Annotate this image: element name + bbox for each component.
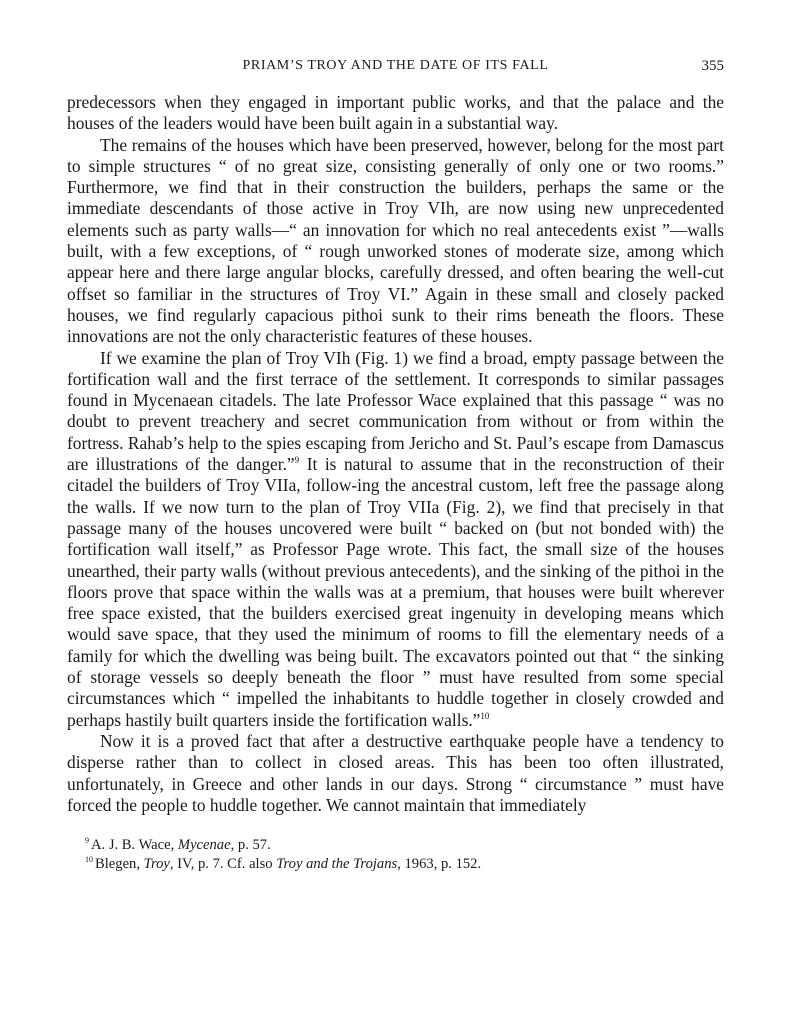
- footnote-work-title: Troy: [143, 856, 170, 873]
- footnote-page-ref: , IV, p. 7. Cf. also: [169, 856, 277, 873]
- paragraph-continuation: predecessors when they engaged in important public works, and that the palace and the houses of the leaders would have been built again in a substantial way.: [67, 92, 724, 134]
- footnote-9: [67, 836, 724, 855]
- journal-page: [67, 58, 724, 874]
- footnote-author: Blegen,: [95, 856, 144, 873]
- paragraph-troy-plan: [67, 348, 724, 731]
- running-title: PRIAM’S TROY AND THE DATE OF ITS FALL: [242, 58, 549, 73]
- footnote-ref-10[interactable]: 10: [480, 710, 490, 721]
- paragraph-troy-plan-part-a: If we examine the plan of Troy VIh (Fig. 1) we find a broad, empty passage between the fortification wall and the first terrace of the settlement. It corresponds to similar passages found in Mycenaean citadels. The late Professor Wace explained that this passage “ was no doubt to prevent treachery and secret communication from without or from within the fortress. Rahab’s help to the spies escaping from Jericho and St. Paul’s escape from Damascus are illustrations of the danger.”: [67, 347, 724, 475]
- footnote-page-ref: , p. 57.: [230, 837, 271, 854]
- paragraph-troy-plan-part-b: It is natural to assume that in the reconstruction of their citadel the builders of Troy VIIa, follow-ing the ancestral custom, left free the passage along the walls. If we now turn to the plan of Troy VIIa (Fig. 2), we find that precisely in that passage many of the houses uncovered were built “ backed on (but not bonded with) the fortification wall itself,” as Professor Page wrote. This fact, the small size of the houses unearthed, their party walls (without previous antecedents), and the sinking of the pithoi in the floors prove that space within the walls was at a premium, that houses were built wherever free space existed, that the builders exercised great ingenuity in developing means which would save space, that they used the minimum of rooms to fill the elementary needs of a family for which the dwelling was being built. The excavators pointed out that “ the sinking of storage vessels so deeply beneath the floor ” must have resulted from some special circumstances which “ impelled the inhabitants to huddle together in closely crowded and perhaps hastily built quarters inside the fortification walls.”: [67, 454, 724, 730]
- paragraph-house-remains: The remains of the houses which have been preserved, however, belong for the most part to simple structures “ of no great size, consisting generally of only one or two rooms.” Furthermore, we find that in their construction the builders, perhaps the same or the immediate descendants of those active in Troy VIh, are now using new unprecedented elements such as party walls—“ an innovation for which no real antecedents exist ”—walls built, with a few exceptions, of “ rough unworked stones of moderate size, among which appear here and there large angular blocks, carefully dressed, and often bearing the well-cut offset so familiar in the structures of Troy VI.” Again in these small and closely packed houses, we find regularly capacious pithoi sunk to their rims beneath the floors. These innovations are not the only characteristic features of these houses.: [67, 134, 724, 347]
- footnote-work-title: Mycenae: [177, 837, 231, 854]
- footnotes: [67, 836, 724, 874]
- page-number: 355: [701, 58, 724, 74]
- footnote-work-title-2: Troy and the Trojans: [276, 856, 398, 873]
- footnote-10: [67, 855, 724, 874]
- footnote-ref-9[interactable]: 9: [294, 455, 300, 466]
- running-head: [67, 58, 724, 80]
- footnote-number: 9: [85, 836, 89, 846]
- footnote-author: A. J. B. Wace,: [91, 837, 178, 854]
- paragraph-earthquake: Now it is a proved fact that after a destructive earthquake people have a tendency to disperse rather than to collect in closed areas. This has been too often illustrated, unfortunately, in Greece and other lands in our days. Strong “ circumstance ” must have forced the people to huddle together. We cannot maintain that immediately: [67, 730, 724, 815]
- footnote-number: 10: [85, 855, 93, 865]
- footnote-year-ref: , 1963, p. 152.: [397, 856, 482, 873]
- body-text: [67, 92, 724, 816]
